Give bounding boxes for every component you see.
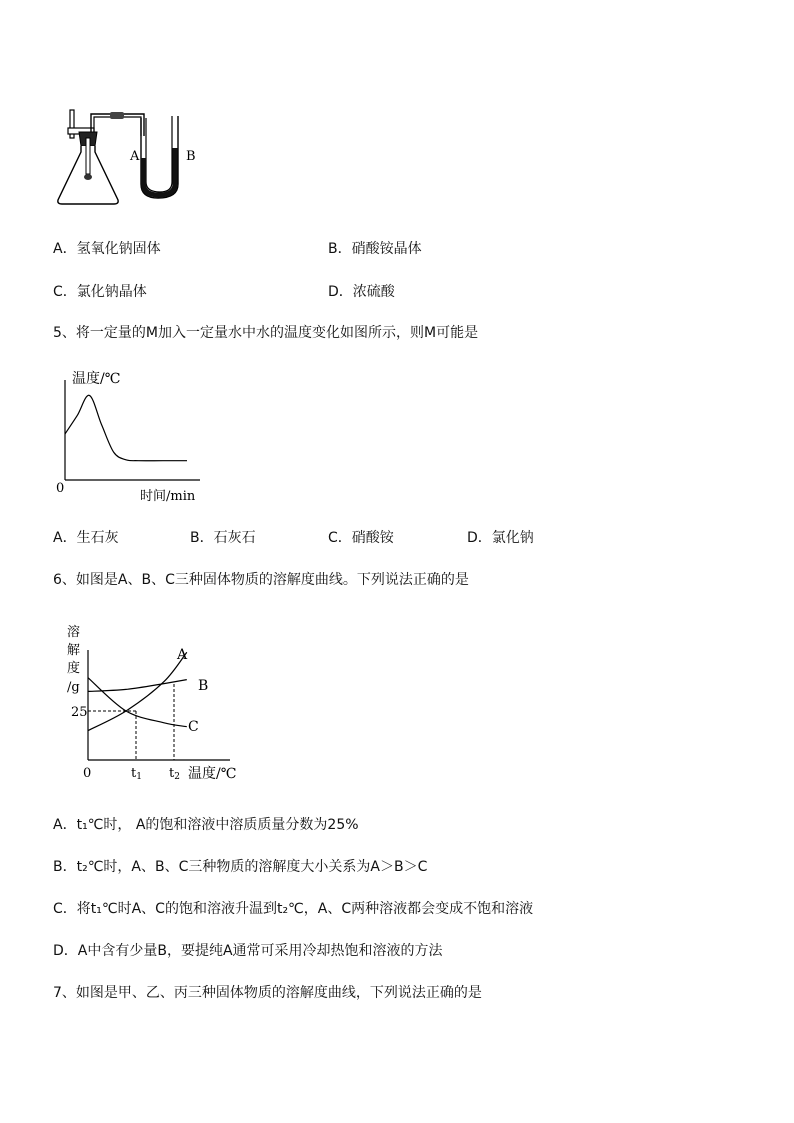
chart5-xlabel: 时间/min: [140, 489, 196, 504]
q4-option-d[interactable]: D．浓硫酸: [328, 284, 395, 300]
chart6-y-tick-25: 25: [71, 705, 88, 720]
q5-stem: 5、将一定量的M加入一定量水中水的温度变化如图所示，则M可能是: [53, 325, 479, 341]
chart6-x-tick-t1: t1: [131, 766, 142, 782]
chart6-x-tick-t2: t2: [169, 766, 180, 782]
solubility-chart-abc: [60, 620, 250, 790]
curve-b: [88, 680, 187, 692]
inner-tube: [86, 138, 90, 174]
temperature-time-chart: [50, 366, 210, 506]
q4-option-c[interactable]: C．氯化钠晶体: [53, 284, 147, 300]
label-b: B: [186, 149, 196, 164]
q4-option-b[interactable]: B．硝酸铵晶体: [328, 241, 422, 257]
q6-option-d[interactable]: D．A中含有少量B，要提纯A通常可采用冷却热饱和溶液的方法: [53, 943, 443, 959]
flask-u-tube-apparatus: [50, 108, 210, 208]
q6-option-c[interactable]: C．将t₁℃时A、C的饱和溶液升温到t₂℃，A、C两种溶液都会变成不饱和溶液: [53, 901, 534, 917]
rubber-tube-joint: [110, 112, 124, 119]
chart6-ylabel-1: 溶: [67, 625, 81, 640]
temperature-curve: [65, 395, 187, 460]
q5-option-c[interactable]: C．硝酸铵: [328, 530, 394, 546]
chart6-origin: 0: [83, 766, 92, 781]
q5-option-b[interactable]: B．石灰石: [190, 530, 256, 546]
chart5-ylabel: 温度/℃: [72, 371, 121, 387]
q5-option-d[interactable]: D．氯化钠: [467, 530, 534, 546]
curve-a-label: A: [177, 647, 188, 663]
chart6-ylabel-4: /g: [67, 680, 80, 695]
chart6-ylabel-2: 解: [67, 643, 81, 658]
label-a: A: [130, 149, 140, 164]
q4-option-a[interactable]: A．氢氧化钠固体: [53, 241, 161, 257]
chart6-xlabel: 温度/℃: [188, 766, 237, 782]
chart5-origin: 0: [56, 481, 65, 496]
q7-stem: 7、如图是甲、乙、丙三种固体物质的溶解度曲线，下列说法正确的是: [53, 985, 482, 1001]
inner-tube-bulb: [84, 174, 92, 180]
q5-option-a[interactable]: A．生石灰: [53, 530, 119, 546]
curve-c-label: C: [188, 719, 199, 735]
q6-option-b[interactable]: B．t₂℃时，A、B、C三种物质的溶解度大小关系为A＞B＞C: [53, 859, 428, 875]
chart6-ylabel-3: 度: [67, 661, 81, 676]
q6-option-a[interactable]: A．t₁℃时， A的饱和溶液中溶质质量分数为25%: [53, 817, 359, 833]
q6-stem: 6、如图是A、B、C三种固体物质的溶解度曲线。下列说法正确的是: [53, 572, 469, 588]
curve-c: [88, 678, 187, 727]
curve-b-label: B: [198, 678, 209, 694]
